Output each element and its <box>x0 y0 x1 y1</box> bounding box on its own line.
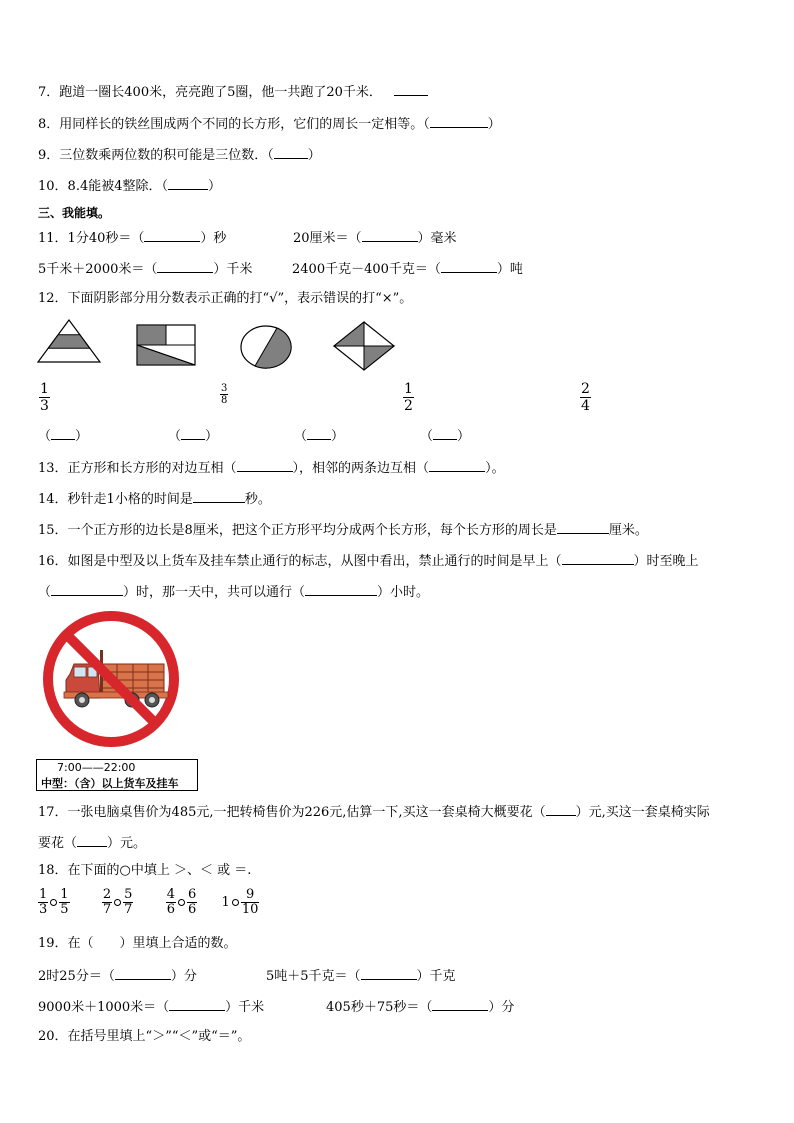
q11-blank-d[interactable] <box>441 260 497 273</box>
q15-b: 厘米。 <box>608 523 648 538</box>
q17-a: 17．一张电脑桌售价为485元,一把转椅售价为226元,估算一下,买这一套桌椅大概要花（ <box>38 805 546 820</box>
q19-blank-2[interactable] <box>361 967 417 980</box>
q11-part-b-end: ）毫米 <box>417 231 457 246</box>
question-16-line-2 <box>38 583 429 601</box>
frac-3-den: 2 <box>404 398 413 414</box>
q12-answer-2[interactable] <box>168 427 218 445</box>
q7-answer-blank[interactable] <box>394 83 428 96</box>
question-12: 12．下面阴影部分用分数表示正确的打“√”，表示错误的打“×”。 <box>38 291 413 306</box>
paren-close: ） <box>331 429 345 444</box>
q11-part-c: 5千米＋2000米＝（ <box>38 262 158 277</box>
question-15 <box>38 521 648 539</box>
num: 6 <box>187 887 197 902</box>
q12-fraction-1 <box>39 381 50 414</box>
paren-open: （ <box>420 429 434 444</box>
question-11-line-2b <box>292 260 523 278</box>
compare-circle[interactable] <box>232 899 239 906</box>
sign-label: 中型：（含）以上货车及挂车 <box>41 777 179 790</box>
q9-text: 9．三位数乘两位数的积可能是三位数．（ <box>38 148 274 163</box>
q19-line-1a <box>38 967 197 985</box>
q19-blank-3[interactable] <box>169 998 225 1011</box>
q17-d: ）元。 <box>107 836 147 851</box>
question-19: 19．在（ ）里填上合适的数。 <box>38 936 237 951</box>
q12-fraction-4 <box>580 381 591 414</box>
blank[interactable] <box>181 427 205 440</box>
q19-line-2a <box>38 998 264 1016</box>
den: 3 <box>39 902 48 917</box>
frac-4-den: 4 <box>581 398 590 414</box>
q10-text: 10．8.4能被4整除．（ <box>38 179 168 194</box>
q18-pair-4 <box>221 887 260 917</box>
q7-text: 7．跑道一圈长400米，亮亮跑了5圈，他一共跑了20千米． <box>38 85 382 100</box>
compare-circle[interactable] <box>178 899 185 906</box>
q17-c: 要花（ <box>38 836 78 851</box>
paren-close: ） <box>75 429 89 444</box>
q19-line-1b <box>266 967 456 985</box>
frac-4-num: 2 <box>581 381 590 397</box>
frac-2-num: 3 <box>221 383 228 394</box>
q16-c: （ <box>38 585 52 600</box>
den: 10 <box>241 902 259 917</box>
q11-blank-c[interactable] <box>157 260 213 273</box>
q13-b: ），相邻的两条边互相（ <box>292 461 430 476</box>
q18-pair-2 <box>102 887 138 917</box>
paren-close: ） <box>457 429 471 444</box>
frac-1-num: 1 <box>40 381 49 397</box>
num: 1 <box>39 887 48 902</box>
q11-part-d: 2400千克－400千克＝（ <box>292 262 441 277</box>
q11-part-a-end: ）秒 <box>200 231 227 246</box>
paren-open: （ <box>294 429 308 444</box>
q19-c-end: ）千米 <box>225 1000 265 1015</box>
q12-circle-figure <box>239 324 295 370</box>
paren-close: ） <box>205 429 219 444</box>
question-10 <box>38 177 221 195</box>
whole: 1 <box>221 895 230 910</box>
q15-blank[interactable] <box>557 521 609 534</box>
q14-b: 秒。 <box>244 492 271 507</box>
q17-b: ）元,买这一套桌椅实际 <box>575 805 710 820</box>
compare-circle[interactable] <box>114 899 121 906</box>
den: 6 <box>166 902 175 917</box>
q19-c: 9000米＋1000米＝（ <box>38 1000 170 1015</box>
q19-d-end: ）分 <box>488 1000 515 1015</box>
frac-2-den: 8 <box>221 395 228 406</box>
question-13 <box>38 459 505 477</box>
num: 9 <box>245 887 255 902</box>
q14-a: 14．秒针走1小格的时间是 <box>38 492 193 507</box>
q9-close: ） <box>307 148 321 163</box>
question-20: 20．在括号里填上“＞”“＜”或“＝”。 <box>38 1029 251 1044</box>
q10-answer-blank[interactable] <box>168 177 208 190</box>
q12-answer-3[interactable] <box>294 427 344 445</box>
q18-pair-3 <box>166 887 202 917</box>
q11-blank-a[interactable] <box>144 229 200 242</box>
q14-blank[interactable] <box>193 490 245 503</box>
q19-b-end: ）千克 <box>416 969 456 984</box>
frac-3-num: 1 <box>404 381 413 397</box>
q13-c: ）。 <box>485 461 505 476</box>
question-11-line-1 <box>38 229 226 247</box>
q16-blank-2[interactable] <box>51 583 123 596</box>
q13-blank-2[interactable] <box>429 459 485 472</box>
q16-e: ）小时。 <box>377 585 430 600</box>
q11-part-a: 11．1分40秒＝（ <box>38 231 145 246</box>
num: 2 <box>102 887 112 902</box>
q16-a: 16．如图是中型及以上货车及挂车禁止通行的标志，从图中看出，禁止通行的时间是早上（ <box>38 554 562 569</box>
num: 5 <box>124 887 133 902</box>
q18-pair-1 <box>38 887 74 917</box>
den: 5 <box>60 902 69 917</box>
q16-d: ）时，那一天中，共可以通行（ <box>123 585 306 600</box>
den: 6 <box>187 902 197 917</box>
q19-a-end: ）分 <box>170 969 197 984</box>
q8-close: ） <box>487 117 501 132</box>
paren-open: （ <box>38 429 52 444</box>
q17-blank-2[interactable] <box>77 834 107 847</box>
q19-b: 5吨＋5千克＝（ <box>266 969 361 984</box>
q19-blank-1[interactable] <box>115 967 171 980</box>
paren-open: （ <box>168 429 182 444</box>
diamond-shaded-bottom-right <box>364 346 394 370</box>
q12-triangle-figure <box>36 318 106 364</box>
q19-blank-4[interactable] <box>432 998 488 1011</box>
q18-comparisons <box>38 888 259 917</box>
question-14 <box>38 490 271 508</box>
q16-blank-3[interactable] <box>305 583 377 596</box>
q13-blank-1[interactable] <box>237 459 293 472</box>
sign-time: 7:00——22:00 <box>57 761 136 774</box>
compare-circle[interactable] <box>50 899 57 906</box>
question-18: 18．在下面的○中填上 ＞、＜ 或 ＝. <box>38 863 252 878</box>
q16-b: ）时至晚上 <box>633 554 699 569</box>
question-11-line-1b <box>293 229 457 247</box>
blank[interactable] <box>433 427 457 440</box>
q11-blank-b[interactable] <box>362 229 418 242</box>
q12-answer-4[interactable] <box>420 427 470 445</box>
q12-diamond-figure <box>332 320 398 372</box>
q12-fraction-3 <box>403 381 414 414</box>
question-17-line-1 <box>38 803 710 821</box>
no-trucks-sign <box>40 606 184 752</box>
num: 4 <box>166 887 175 902</box>
question-8 <box>38 115 501 133</box>
q9-answer-blank[interactable] <box>274 146 308 159</box>
q11-part-c-end: ）千米 <box>213 262 253 277</box>
q19-line-2b <box>326 998 514 1016</box>
blank[interactable] <box>51 427 75 440</box>
q17-blank-1[interactable] <box>546 803 576 816</box>
q13-a: 13．正方形和长方形的对边互相（ <box>38 461 237 476</box>
section-3-title: 三、我能填。 <box>38 206 111 220</box>
question-17-line-2 <box>38 834 146 852</box>
question-9 <box>38 146 321 164</box>
q16-blank-1[interactable] <box>562 552 634 565</box>
triangle-shaded-band <box>48 335 89 349</box>
diamond-shaded-top-left <box>334 322 364 346</box>
den: 7 <box>124 902 133 917</box>
q12-rectangle-figure <box>135 323 199 367</box>
q15-a: 15．一个正方形的边长是8厘米，把这个正方形平均分成两个长方形，每个长方形的周长是 <box>38 523 557 538</box>
den: 7 <box>102 902 112 917</box>
blank[interactable] <box>307 427 331 440</box>
q19-a: 2时25分＝（ <box>38 969 115 984</box>
question-7 <box>38 83 428 101</box>
q10-close: ） <box>208 179 222 194</box>
q11-part-b: 20厘米＝（ <box>293 231 362 246</box>
q19-d: 405秒＋75秒＝（ <box>326 1000 433 1015</box>
question-11-line-2 <box>38 260 252 278</box>
q11-part-d-end: ）吨 <box>496 262 523 277</box>
q12-fraction-2 <box>220 383 228 406</box>
q12-answer-1[interactable] <box>38 427 88 445</box>
q8-answer-blank[interactable] <box>430 115 488 128</box>
rect-shaded-top-left <box>137 325 166 345</box>
sign-caption-box <box>36 759 198 791</box>
frac-1-den: 3 <box>40 398 49 414</box>
q8-text: 8．用同样长的铁丝围成两个不同的长方形，它们的周长一定相等。（ <box>38 117 430 132</box>
num: 1 <box>60 887 69 902</box>
question-16-line-1 <box>38 552 699 570</box>
